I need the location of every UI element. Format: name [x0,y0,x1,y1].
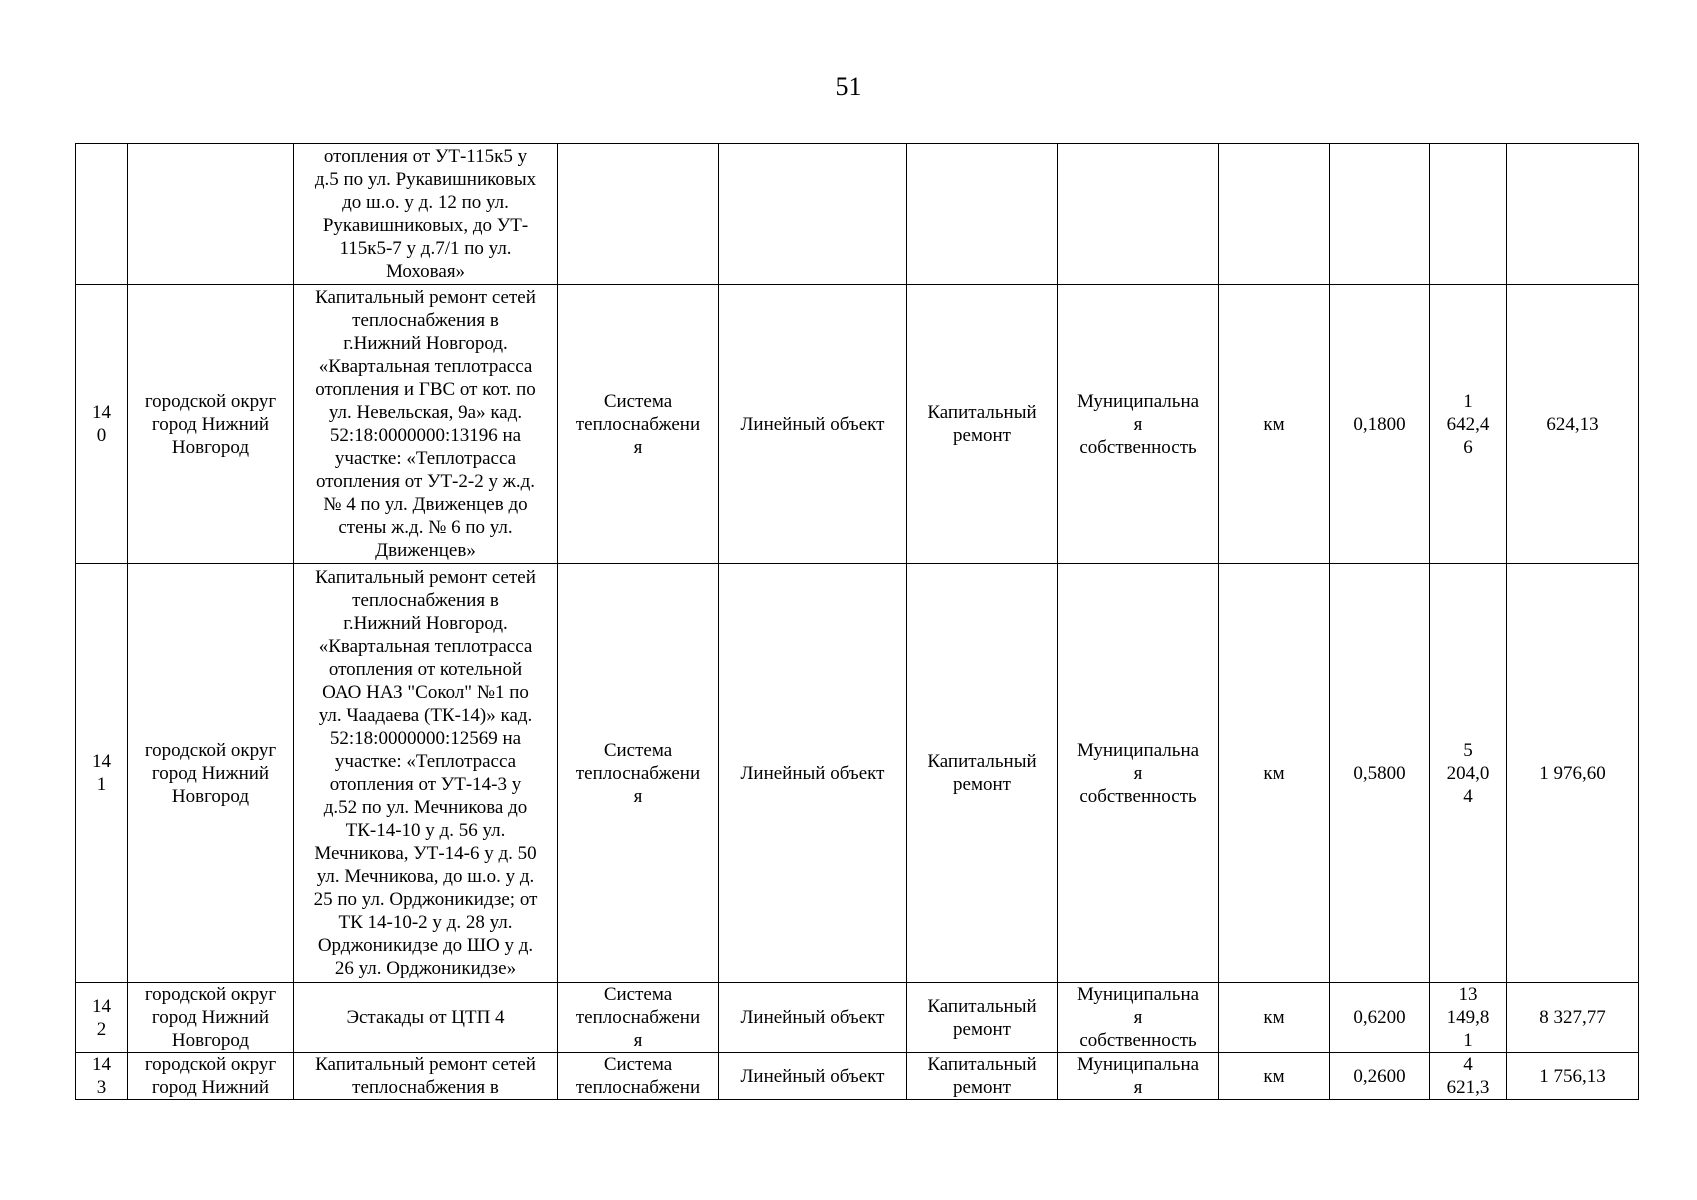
cell-line: теплоснабжения в [352,310,499,331]
cell-line: стены ж.д. № 6 по ул. [338,517,513,538]
cell-line: Капитальный ремонт сетей [315,1054,536,1075]
cell-line: 3 [96,1077,107,1098]
cell-line: ул. Чаадаева (ТК-14)» кад. [318,705,533,726]
work-type-cell [907,564,1058,983]
description-cell [294,1053,558,1100]
length-cell: 0,1800 [1330,285,1430,564]
cell-line: 52:18:0000000:13196 на [329,425,522,446]
system-cell [558,564,719,983]
cell-line: я [1133,762,1143,784]
amount-cell: 1 976,60 [1507,564,1639,983]
cell-line: участке: «Теплотрасса [334,448,517,469]
table-body [76,144,1639,1100]
cell-line: отопления от УТ-14-3 у [329,774,522,795]
cell-line: ул. Мечникова, до ш.о. у д. [316,866,535,887]
work-type-cell [907,285,1058,564]
unit-cell: км [1219,983,1330,1053]
cell-line: 204,0 [1446,762,1490,784]
cell-line: 13 [1458,984,1478,1005]
cell-line: 52:18:0000000:12569 на [329,728,522,749]
cell-line: ОАО НАЗ "Сокол" №1 по [322,682,529,703]
row-number-cell [76,144,128,285]
cell-line: Муниципальна [1076,1054,1200,1075]
description-cell [294,285,558,564]
cost-cell [1430,1053,1507,1100]
cell-line: теплоснабжени [575,1077,701,1098]
cell-line: Система [603,1054,673,1075]
table-row [76,564,1639,983]
work-type-cell [907,1053,1058,1100]
district-cell [128,983,294,1053]
table-row [76,983,1639,1053]
cell-line: город Нижний [151,413,270,435]
district-cell [128,1053,294,1100]
cell-line: 2 [96,1018,107,1040]
system-cell [558,285,719,564]
cell-line: «Квартальная теплотрасса [318,356,533,377]
cell-line: отопления и ГВС от кот. по [315,379,536,400]
cell-line: Муниципальна [1076,984,1200,1005]
cell-line: я [1133,413,1143,435]
cell-line: Капитальный ремонт сетей [315,287,536,308]
cell-line: 14 [92,751,111,772]
cell-line: теплоснабжени [575,1007,701,1028]
unit-cell: км [1219,564,1330,983]
length-cell: 0,6200 [1330,983,1430,1053]
row-number-cell [76,564,128,983]
table-row [76,1053,1639,1100]
amount-cell: 624,13 [1507,285,1639,564]
unit-cell: км [1219,285,1330,564]
cell-line: 149,8 [1446,1007,1490,1028]
cell-line: городской округ [144,1054,277,1075]
cell-line: отопления от котельной [328,659,523,680]
district-cell [128,564,294,983]
amount-cell [1507,144,1639,285]
cell-line: участке: «Теплотрасса [334,751,517,772]
cell-line: ТК 14-10-2 у д. 28 ул. [338,912,513,933]
cell-line: собственность [1079,1030,1197,1051]
cell-line: 14 [92,402,111,423]
cell-line: г.Нижний Новгород. [343,333,508,354]
cell-line: я [1133,1077,1143,1098]
cell-line: Капитальный ремонт сетей [315,567,536,588]
cost-cell [1430,564,1507,983]
cell-line: Капитальный [927,1054,1037,1075]
amount-cell: 1 756,13 [1507,1053,1639,1100]
cell-line: теплоснабжения в [352,590,499,611]
cell-line: Система [603,390,673,412]
object-type-cell: Линейный объект [719,983,907,1053]
cell-line: я [633,785,643,807]
cell-line: Новгород [171,1030,250,1051]
cell-line: Новгород [171,785,250,807]
cell-line: теплоснабжения в [352,1077,499,1098]
cell-line: теплоснабжени [575,413,701,435]
cell-line: 4 [1463,785,1473,807]
cell-line: ул. Невельская, 9а» кад. [328,402,523,423]
description-cell [294,144,558,285]
amount-cell: 8 327,77 [1507,983,1639,1053]
cell-line: 5 [1463,739,1473,761]
cell-line: городской округ [144,984,277,1005]
works-table [75,143,1639,1100]
cell-line: 14 [92,1054,111,1075]
description-cell [294,983,558,1053]
row-number-cell [76,285,128,564]
cell-line: «Квартальная теплотрасса [318,636,533,657]
cell-line: 26 ул. Орджоникидзе» [334,958,517,979]
cell-line: д.52 по ул. Мечникова до [323,797,528,818]
cell-line: Муниципальна [1076,390,1200,412]
cell-line: Рукавишниковых, до УТ- [322,215,529,236]
cell-line: отопления от УТ-115к5 у [323,146,528,167]
cell-line: 6 [1463,436,1473,458]
cell-line: до ш.о. у д. 12 по ул. [342,192,509,213]
cell-line: ремонт [953,774,1011,795]
system-cell [558,144,719,285]
cell-line: город Нижний [151,1007,270,1028]
cell-line: ремонт [953,425,1011,446]
cell-line: я [633,436,643,458]
cell-line: собственность [1079,785,1197,807]
cell-line: 1 [1463,1030,1473,1051]
ownership-cell [1058,564,1219,983]
cell-line: ремонт [953,1077,1011,1098]
unit-cell [1219,144,1330,285]
object-type-cell: Линейный объект [719,1053,907,1100]
cell-line: городской округ [144,390,277,412]
cell-line: 1 [96,774,107,795]
cell-line: № 4 по ул. Движенцев до [323,494,528,515]
cell-line: Орджоникидзе до ШО у д. [317,935,534,956]
cell-line: ТК-14-10 у д. 56 ул. [345,820,506,841]
description-cell [294,564,558,983]
cell-line: 14 [92,995,111,1017]
cell-line: Эстакады от ЦТП 4 [346,1007,505,1028]
cost-cell [1430,983,1507,1053]
object-type-cell [719,144,907,285]
cell-line: 642,4 [1446,413,1490,435]
ownership-cell [1058,1053,1219,1100]
object-type-cell: Линейный объект [719,285,907,564]
length-cell: 0,5800 [1330,564,1430,983]
cell-line: Капитальный [927,402,1037,423]
cell-line: ремонт [953,1018,1011,1040]
district-cell [128,144,294,285]
cell-line: Муниципальна [1076,739,1200,761]
cell-line: Движенцев» [375,540,476,561]
cell-line: город Нижний [151,762,270,784]
cell-line: город Нижний [151,1077,270,1098]
unit-cell: км [1219,1053,1330,1100]
district-cell [128,285,294,564]
cell-line: я [1133,1007,1143,1028]
cell-line: 4 [1463,1054,1473,1075]
ownership-cell [1058,285,1219,564]
cell-line: городской округ [144,739,277,761]
cell-line: Новгород [171,436,250,458]
cell-line: теплоснабжени [575,762,701,784]
cell-line: д.5 по ул. Рукавишниковых [314,169,537,190]
row-number-cell [76,1053,128,1100]
cell-line: 0 [96,425,107,446]
cell-line: Моховая» [385,261,466,282]
cell-line: 1 [1463,390,1473,412]
work-type-cell [907,983,1058,1053]
length-cell: 0,2600 [1330,1053,1430,1100]
ownership-cell [1058,983,1219,1053]
work-type-cell [907,144,1058,285]
cell-line: Мечникова, УТ-14-6 у д. 50 [314,843,537,864]
cell-line: Капитальный [927,751,1037,772]
row-number-cell [76,983,128,1053]
system-cell [558,1053,719,1100]
table-row [76,285,1639,564]
cell-line: 621,3 [1446,1077,1490,1098]
cell-line: г.Нижний Новгород. [343,613,508,634]
cell-line: собственность [1079,436,1197,458]
page-number: 51 [835,72,862,101]
cell-line: Капитальный [927,995,1037,1017]
cell-line: 115к5-7 у д.7/1 по ул. [339,238,512,259]
cost-cell [1430,285,1507,564]
ownership-cell [1058,144,1219,285]
cell-line: Система [603,739,673,761]
cell-line: 25 по ул. Орджоникидзе; от [313,889,538,910]
length-cell [1330,144,1430,285]
system-cell [558,983,719,1053]
object-type-cell: Линейный объект [719,564,907,983]
cell-line: я [633,1030,643,1051]
cell-line: Система [603,984,673,1005]
cell-line: отопления от УТ-2-2 у ж.д. [315,471,536,492]
table-row [76,144,1639,285]
cost-cell [1430,144,1507,285]
